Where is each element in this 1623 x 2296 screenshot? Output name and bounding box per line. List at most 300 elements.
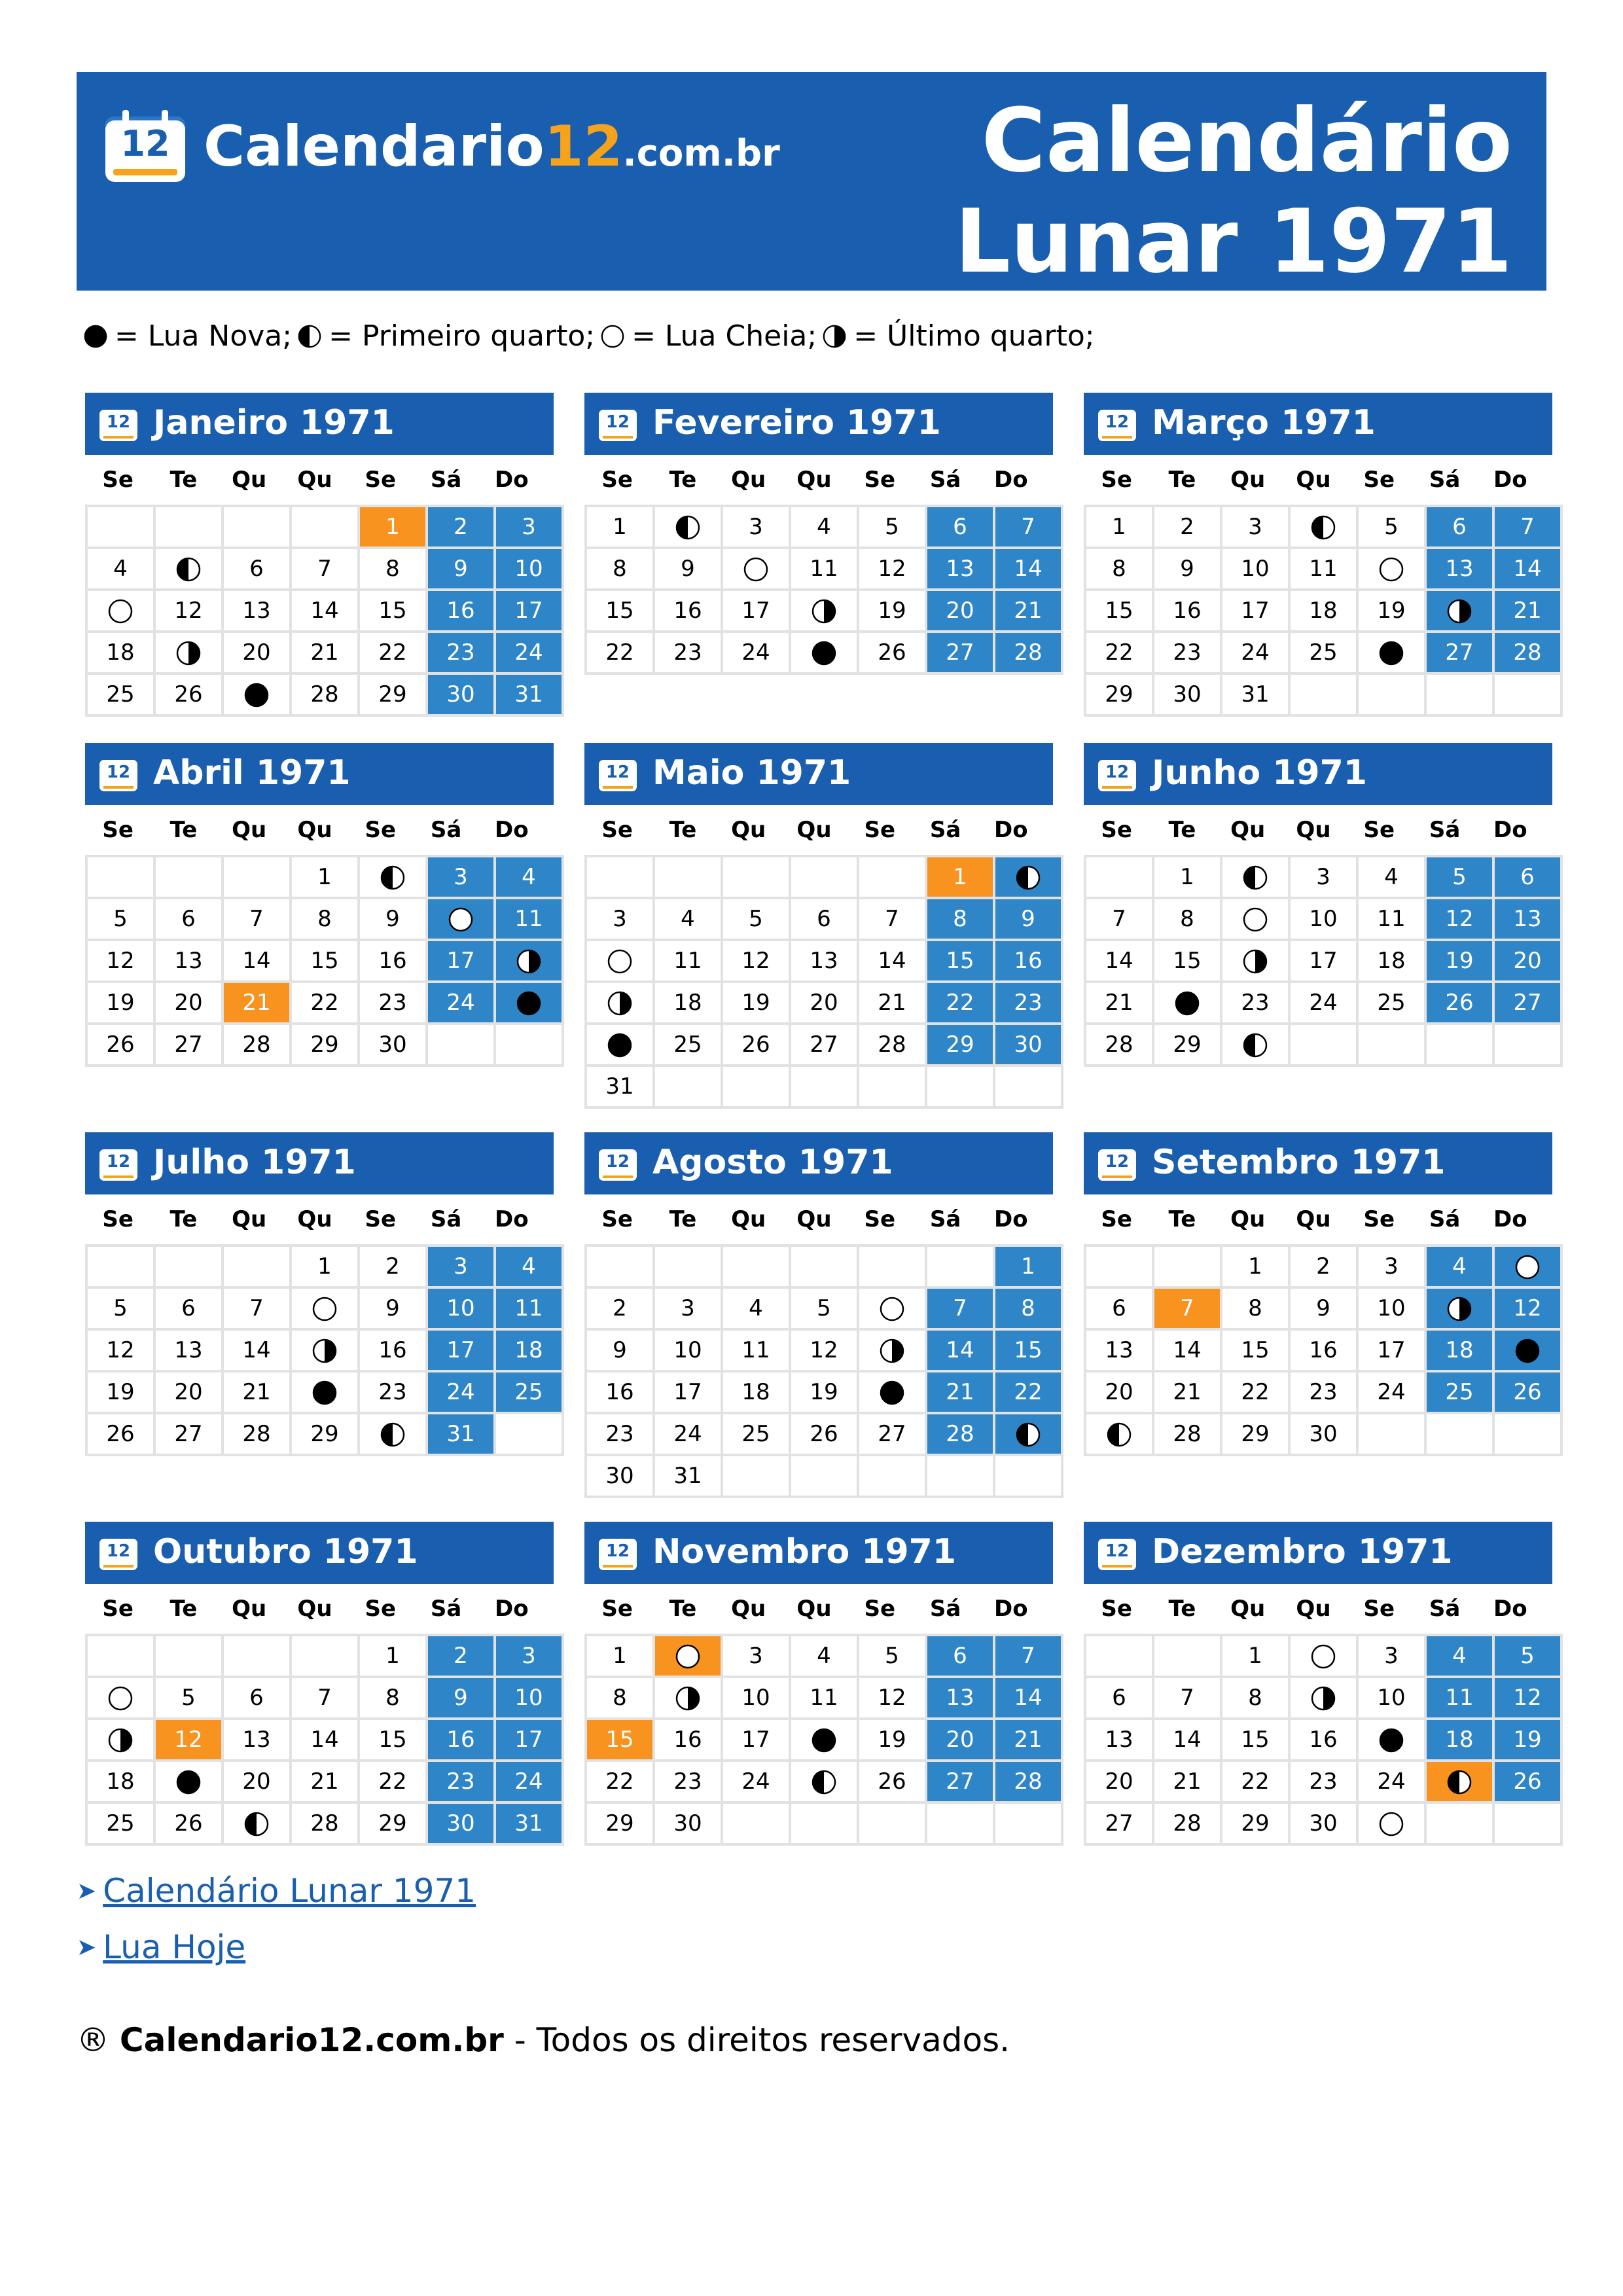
day-cell[interactable]: 8 [1221,1287,1289,1329]
link-moon-today[interactable]: Lua Hoje [103,1928,246,1966]
day-cell[interactable]: 5 [1357,506,1425,548]
day-cell[interactable]: 21 [1493,590,1561,632]
day-cell[interactable]: 29 [1153,1024,1221,1066]
day-cell[interactable]: 25 [495,1371,563,1413]
day-cell[interactable]: 21 [858,982,926,1024]
day-cell[interactable] [654,1635,722,1677]
day-cell[interactable]: 3 [495,1635,563,1677]
day-cell[interactable]: 1 [291,856,359,898]
day-cell[interactable]: 3 [427,856,495,898]
day-cell[interactable]: 2 [1153,506,1221,548]
day-cell[interactable]: 14 [994,1677,1062,1719]
day-cell[interactable]: 11 [790,1677,858,1719]
day-cell[interactable]: 16 [1153,590,1221,632]
day-cell[interactable]: 13 [1085,1719,1153,1761]
day-cell[interactable]: 4 [790,1635,858,1677]
day-cell[interactable]: 27 [926,1761,994,1803]
day-cell[interactable]: 15 [994,1329,1062,1371]
day-cell[interactable]: 10 [654,1329,722,1371]
day-cell[interactable]: 29 [926,1024,994,1066]
day-cell[interactable]: 17 [1221,590,1289,632]
day-cell[interactable]: 6 [223,1677,291,1719]
day-cell[interactable]: 2 [359,1246,427,1287]
day-cell[interactable]: 27 [858,1413,926,1455]
day-cell[interactable]: 26 [858,632,926,673]
day-cell[interactable]: 19 [86,1371,154,1413]
day-cell[interactable]: 21 [223,982,291,1024]
day-cell[interactable]: 13 [926,548,994,590]
day-cell[interactable]: 7 [994,1635,1062,1677]
day-cell[interactable]: 14 [994,548,1062,590]
day-cell[interactable]: 11 [1425,1677,1493,1719]
day-cell[interactable]: 10 [1357,1287,1425,1329]
day-cell[interactable]: 17 [495,1719,563,1761]
day-cell[interactable]: 23 [359,982,427,1024]
day-cell[interactable] [359,856,427,898]
day-cell[interactable]: 7 [1153,1677,1221,1719]
day-cell[interactable] [994,1413,1062,1455]
day-cell[interactable]: 28 [994,632,1062,673]
day-cell[interactable]: 21 [1153,1761,1221,1803]
day-cell[interactable]: 14 [1085,940,1153,982]
day-cell[interactable] [86,590,154,632]
day-cell[interactable]: 28 [223,1413,291,1455]
day-cell[interactable]: 28 [1085,1024,1153,1066]
day-cell[interactable]: 22 [359,1761,427,1803]
day-cell[interactable]: 16 [994,940,1062,982]
day-cell[interactable] [586,1024,654,1066]
day-cell[interactable]: 1 [586,1635,654,1677]
day-cell[interactable]: 4 [495,1246,563,1287]
day-cell[interactable]: 17 [722,1719,790,1761]
day-cell[interactable]: 1 [1153,856,1221,898]
day-cell[interactable]: 5 [858,1635,926,1677]
day-cell[interactable]: 3 [654,1287,722,1329]
day-cell[interactable]: 1 [586,506,654,548]
day-cell[interactable]: 2 [586,1287,654,1329]
day-cell[interactable] [790,590,858,632]
day-cell[interactable]: 4 [495,856,563,898]
day-cell[interactable]: 11 [722,1329,790,1371]
day-cell[interactable]: 21 [1153,1371,1221,1413]
day-cell[interactable]: 25 [1289,632,1357,673]
day-cell[interactable]: 8 [359,1677,427,1719]
day-cell[interactable]: 29 [291,1413,359,1455]
day-cell[interactable] [1289,1677,1357,1719]
day-cell[interactable]: 11 [1357,898,1425,940]
day-cell[interactable]: 7 [1085,898,1153,940]
day-cell[interactable]: 16 [359,1329,427,1371]
day-cell[interactable]: 22 [359,632,427,673]
day-cell[interactable]: 22 [1221,1371,1289,1413]
day-cell[interactable]: 30 [654,1803,722,1844]
day-cell[interactable]: 6 [1085,1287,1153,1329]
day-cell[interactable]: 7 [858,898,926,940]
day-cell[interactable]: 11 [495,1287,563,1329]
day-cell[interactable]: 21 [291,632,359,673]
day-cell[interactable]: 24 [1357,1371,1425,1413]
day-cell[interactable]: 31 [586,1066,654,1107]
day-cell[interactable] [1425,1761,1493,1803]
day-cell[interactable]: 12 [790,1329,858,1371]
day-cell[interactable]: 26 [86,1413,154,1455]
day-cell[interactable]: 26 [1425,982,1493,1024]
day-cell[interactable]: 12 [1425,898,1493,940]
day-cell[interactable]: 13 [926,1677,994,1719]
day-cell[interactable]: 23 [359,1371,427,1413]
day-cell[interactable]: 1 [994,1246,1062,1287]
day-cell[interactable] [1425,1287,1493,1329]
day-cell[interactable]: 29 [359,1803,427,1844]
day-cell[interactable]: 15 [359,590,427,632]
day-cell[interactable] [1221,898,1289,940]
day-cell[interactable]: 7 [994,506,1062,548]
day-cell[interactable] [1493,1246,1561,1287]
day-cell[interactable] [1357,1719,1425,1761]
day-cell[interactable]: 30 [359,1024,427,1066]
day-cell[interactable]: 20 [926,590,994,632]
day-cell[interactable]: 14 [223,1329,291,1371]
day-cell[interactable]: 24 [654,1413,722,1455]
day-cell[interactable]: 15 [586,1719,654,1761]
day-cell[interactable] [1493,1329,1561,1371]
day-cell[interactable] [291,1329,359,1371]
day-cell[interactable]: 16 [427,590,495,632]
day-cell[interactable] [291,1371,359,1413]
day-cell[interactable]: 1 [1221,1246,1289,1287]
day-cell[interactable]: 8 [291,898,359,940]
day-cell[interactable]: 27 [1493,982,1561,1024]
day-cell[interactable]: 19 [1425,940,1493,982]
day-cell[interactable]: 20 [154,982,223,1024]
day-cell[interactable]: 8 [586,548,654,590]
day-cell[interactable]: 1 [359,1635,427,1677]
day-cell[interactable]: 23 [1221,982,1289,1024]
day-cell[interactable]: 28 [926,1413,994,1455]
day-cell[interactable]: 23 [654,1761,722,1803]
day-cell[interactable]: 4 [1425,1635,1493,1677]
day-cell[interactable] [994,856,1062,898]
day-cell[interactable]: 28 [291,1803,359,1844]
day-cell[interactable]: 9 [427,548,495,590]
day-cell[interactable]: 25 [86,673,154,715]
day-cell[interactable]: 6 [1493,856,1561,898]
day-cell[interactable]: 30 [1289,1413,1357,1455]
day-cell[interactable]: 20 [926,1719,994,1761]
day-cell[interactable]: 15 [359,1719,427,1761]
day-cell[interactable]: 20 [1085,1761,1153,1803]
day-cell[interactable]: 9 [359,898,427,940]
day-cell[interactable] [154,1761,223,1803]
day-cell[interactable]: 10 [1357,1677,1425,1719]
day-cell[interactable]: 20 [1493,940,1561,982]
day-cell[interactable]: 13 [1493,898,1561,940]
day-cell[interactable]: 16 [1289,1329,1357,1371]
day-cell[interactable]: 4 [722,1287,790,1329]
day-cell[interactable]: 16 [654,1719,722,1761]
day-cell[interactable]: 24 [495,632,563,673]
day-cell[interactable]: 3 [722,506,790,548]
day-cell[interactable]: 15 [926,940,994,982]
day-cell[interactable]: 30 [586,1455,654,1497]
day-cell[interactable]: 14 [858,940,926,982]
day-cell[interactable]: 25 [1357,982,1425,1024]
day-cell[interactable]: 22 [586,632,654,673]
day-cell[interactable] [1289,1635,1357,1677]
day-cell[interactable]: 9 [359,1287,427,1329]
day-cell[interactable] [223,673,291,715]
day-cell[interactable]: 3 [427,1246,495,1287]
day-cell[interactable]: 11 [654,940,722,982]
day-cell[interactable]: 6 [790,898,858,940]
day-cell[interactable]: 4 [790,506,858,548]
day-cell[interactable]: 29 [1085,673,1153,715]
day-cell[interactable]: 24 [495,1761,563,1803]
day-cell[interactable]: 21 [291,1761,359,1803]
day-cell[interactable] [790,1761,858,1803]
day-cell[interactable]: 3 [1357,1246,1425,1287]
day-cell[interactable]: 29 [359,673,427,715]
day-cell[interactable] [858,1371,926,1413]
day-cell[interactable]: 22 [1221,1761,1289,1803]
day-cell[interactable]: 13 [223,590,291,632]
day-cell[interactable]: 21 [926,1371,994,1413]
day-cell[interactable]: 17 [1289,940,1357,982]
day-cell[interactable]: 4 [1425,1246,1493,1287]
day-cell[interactable] [1357,548,1425,590]
day-cell[interactable]: 27 [154,1024,223,1066]
day-cell[interactable]: 13 [154,1329,223,1371]
day-cell[interactable]: 7 [291,1677,359,1719]
day-cell[interactable] [427,898,495,940]
day-cell[interactable]: 14 [291,590,359,632]
day-cell[interactable]: 21 [223,1371,291,1413]
day-cell[interactable]: 2 [1289,1246,1357,1287]
day-cell[interactable]: 9 [586,1329,654,1371]
day-cell[interactable]: 29 [1221,1803,1289,1844]
day-cell[interactable]: 25 [86,1803,154,1844]
day-cell[interactable]: 9 [427,1677,495,1719]
day-cell[interactable] [586,982,654,1024]
day-cell[interactable]: 23 [1289,1761,1357,1803]
day-cell[interactable]: 26 [1493,1371,1561,1413]
day-cell[interactable]: 29 [1221,1413,1289,1455]
day-cell[interactable] [654,1677,722,1719]
day-cell[interactable]: 9 [654,548,722,590]
day-cell[interactable]: 22 [291,982,359,1024]
day-cell[interactable]: 15 [1221,1719,1289,1761]
day-cell[interactable]: 26 [858,1761,926,1803]
day-cell[interactable]: 1 [1221,1635,1289,1677]
day-cell[interactable]: 28 [1153,1413,1221,1455]
day-cell[interactable]: 19 [1493,1719,1561,1761]
day-cell[interactable]: 3 [495,506,563,548]
day-cell[interactable]: 3 [1289,856,1357,898]
day-cell[interactable]: 2 [427,1635,495,1677]
day-cell[interactable]: 18 [722,1371,790,1413]
day-cell[interactable] [154,632,223,673]
day-cell[interactable] [291,1287,359,1329]
day-cell[interactable]: 13 [1085,1329,1153,1371]
site-logo[interactable] [105,110,780,183]
day-cell[interactable]: 3 [722,1635,790,1677]
day-cell[interactable]: 13 [223,1719,291,1761]
day-cell[interactable] [86,1719,154,1761]
day-cell[interactable]: 13 [790,940,858,982]
day-cell[interactable]: 16 [654,590,722,632]
day-cell[interactable]: 23 [427,632,495,673]
day-cell[interactable] [359,1413,427,1455]
day-cell[interactable]: 29 [586,1803,654,1844]
day-cell[interactable]: 30 [1153,673,1221,715]
day-cell[interactable]: 6 [223,548,291,590]
day-cell[interactable]: 10 [722,1677,790,1719]
day-cell[interactable]: 8 [586,1677,654,1719]
day-cell[interactable]: 7 [1153,1287,1221,1329]
day-cell[interactable]: 23 [1289,1371,1357,1413]
day-cell[interactable]: 19 [790,1371,858,1413]
day-cell[interactable] [790,1719,858,1761]
day-cell[interactable]: 9 [1289,1287,1357,1329]
day-cell[interactable]: 5 [858,506,926,548]
day-cell[interactable]: 6 [1085,1677,1153,1719]
day-cell[interactable]: 20 [223,1761,291,1803]
day-cell[interactable] [1357,1803,1425,1844]
day-cell[interactable]: 6 [926,506,994,548]
day-cell[interactable]: 18 [86,1761,154,1803]
day-cell[interactable] [858,1329,926,1371]
day-cell[interactable] [1221,940,1289,982]
day-cell[interactable]: 28 [291,673,359,715]
day-cell[interactable] [654,506,722,548]
day-cell[interactable] [1357,632,1425,673]
day-cell[interactable]: 6 [154,898,223,940]
day-cell[interactable]: 24 [1357,1761,1425,1803]
day-cell[interactable]: 1 [359,506,427,548]
day-cell[interactable]: 4 [1357,856,1425,898]
day-cell[interactable]: 1 [1085,506,1153,548]
day-cell[interactable] [223,1803,291,1844]
day-cell[interactable]: 9 [1153,548,1221,590]
day-cell[interactable]: 30 [994,1024,1062,1066]
day-cell[interactable]: 3 [1357,1635,1425,1677]
day-cell[interactable]: 30 [427,1803,495,1844]
day-cell[interactable]: 18 [1425,1719,1493,1761]
day-cell[interactable]: 26 [722,1024,790,1066]
day-cell[interactable]: 7 [223,1287,291,1329]
day-cell[interactable]: 12 [1493,1677,1561,1719]
day-cell[interactable]: 5 [1425,856,1493,898]
day-cell[interactable]: 12 [154,1719,223,1761]
day-cell[interactable]: 27 [1425,632,1493,673]
day-cell[interactable]: 26 [790,1413,858,1455]
day-cell[interactable]: 26 [1493,1761,1561,1803]
day-cell[interactable]: 18 [654,982,722,1024]
day-cell[interactable]: 22 [926,982,994,1024]
day-cell[interactable]: 17 [427,1329,495,1371]
day-cell[interactable] [1153,982,1221,1024]
day-cell[interactable] [495,982,563,1024]
day-cell[interactable]: 18 [1289,590,1357,632]
day-cell[interactable]: 12 [154,590,223,632]
day-cell[interactable]: 7 [1493,506,1561,548]
day-cell[interactable]: 14 [291,1719,359,1761]
day-cell[interactable]: 25 [1425,1371,1493,1413]
day-cell[interactable] [86,1677,154,1719]
day-cell[interactable]: 7 [223,898,291,940]
day-cell[interactable]: 25 [654,1024,722,1066]
day-cell[interactable]: 27 [1085,1803,1153,1844]
day-cell[interactable]: 3 [1221,506,1289,548]
day-cell[interactable]: 6 [926,1635,994,1677]
day-cell[interactable]: 14 [926,1329,994,1371]
day-cell[interactable]: 4 [654,898,722,940]
day-cell[interactable]: 18 [495,1329,563,1371]
day-cell[interactable]: 20 [790,982,858,1024]
day-cell[interactable]: 24 [1221,632,1289,673]
day-cell[interactable]: 9 [994,898,1062,940]
day-cell[interactable]: 14 [1493,548,1561,590]
day-cell[interactable]: 27 [790,1024,858,1066]
day-cell[interactable]: 5 [722,898,790,940]
day-cell[interactable]: 5 [790,1287,858,1329]
day-cell[interactable]: 15 [1221,1329,1289,1371]
day-cell[interactable]: 8 [1221,1677,1289,1719]
day-cell[interactable]: 11 [495,898,563,940]
day-cell[interactable]: 12 [86,940,154,982]
day-cell[interactable]: 28 [223,1024,291,1066]
day-cell[interactable]: 24 [722,632,790,673]
day-cell[interactable] [1425,590,1493,632]
day-cell[interactable]: 13 [154,940,223,982]
day-cell[interactable]: 5 [154,1677,223,1719]
day-cell[interactable]: 24 [722,1761,790,1803]
day-cell[interactable]: 12 [722,940,790,982]
day-cell[interactable]: 18 [1357,940,1425,982]
day-cell[interactable]: 14 [1153,1329,1221,1371]
day-cell[interactable]: 2 [427,506,495,548]
day-cell[interactable]: 27 [154,1413,223,1455]
day-cell[interactable]: 29 [291,1024,359,1066]
day-cell[interactable]: 19 [858,1719,926,1761]
day-cell[interactable]: 12 [858,1677,926,1719]
day-cell[interactable]: 28 [994,1761,1062,1803]
day-cell[interactable]: 20 [223,632,291,673]
day-cell[interactable]: 16 [427,1719,495,1761]
day-cell[interactable]: 23 [586,1413,654,1455]
day-cell[interactable]: 20 [154,1371,223,1413]
day-cell[interactable]: 17 [654,1371,722,1413]
day-cell[interactable]: 13 [1425,548,1493,590]
day-cell[interactable]: 14 [223,940,291,982]
day-cell[interactable] [1221,856,1289,898]
day-cell[interactable]: 10 [427,1287,495,1329]
day-cell[interactable]: 30 [427,673,495,715]
day-cell[interactable]: 12 [1493,1287,1561,1329]
day-cell[interactable]: 19 [1357,590,1425,632]
day-cell[interactable]: 8 [926,898,994,940]
day-cell[interactable]: 17 [495,590,563,632]
day-cell[interactable]: 14 [1153,1719,1221,1761]
day-cell[interactable]: 28 [1493,632,1561,673]
day-cell[interactable] [858,1287,926,1329]
day-cell[interactable]: 25 [722,1413,790,1455]
day-cell[interactable]: 15 [1085,590,1153,632]
day-cell[interactable]: 16 [359,940,427,982]
day-cell[interactable]: 20 [1085,1371,1153,1413]
day-cell[interactable]: 31 [495,1803,563,1844]
day-cell[interactable]: 28 [1153,1803,1221,1844]
